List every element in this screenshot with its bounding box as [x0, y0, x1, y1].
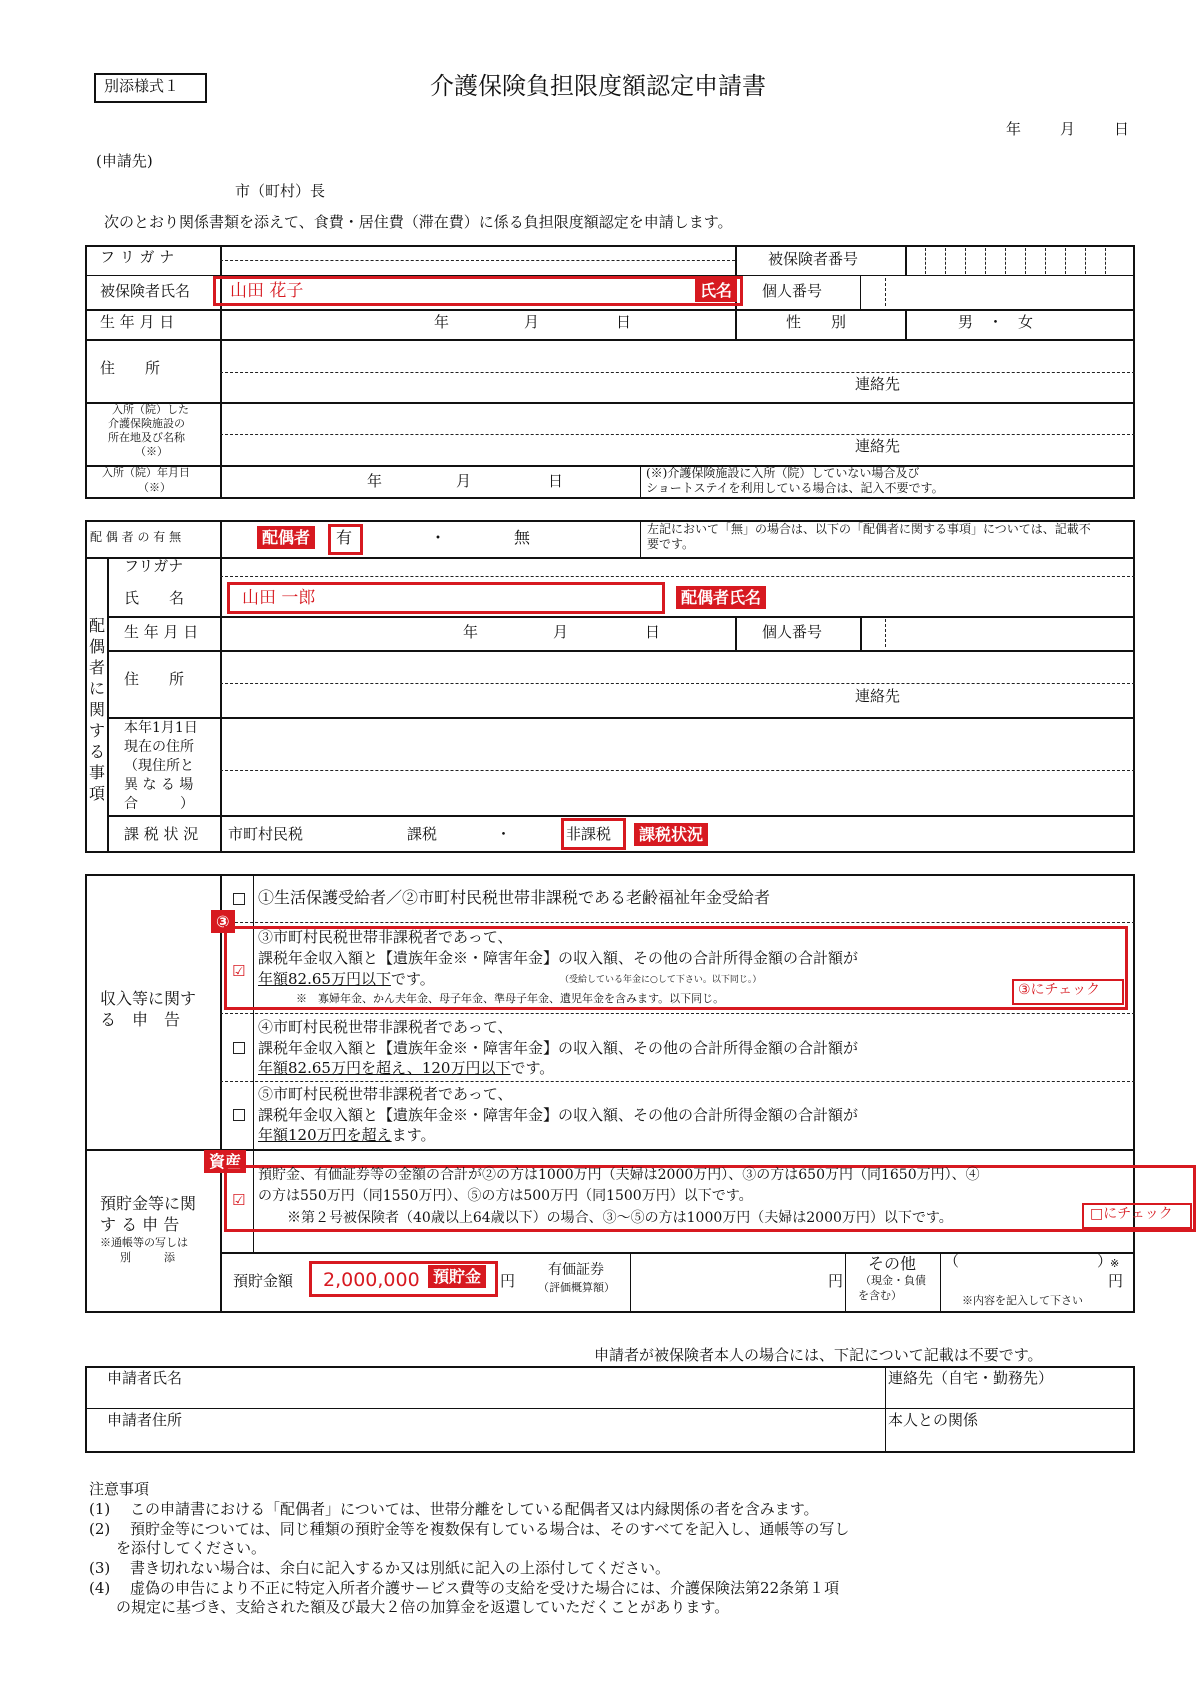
- opt3-check-tag: ③にチェック: [1018, 982, 1101, 998]
- opt3-note: ※ 寡婦年金、かん夫年金、母子年金、準母子年金、遺児年金を含みます。以下同じ。: [296, 992, 725, 1005]
- insured-address-label: 住 所: [100, 359, 161, 377]
- opt4-line3: 年額82.65万円を超え、120万円以下です。: [258, 1059, 555, 1077]
- date-year: 年: [1006, 120, 1022, 138]
- income-label-2: る 申 告: [100, 1010, 181, 1029]
- tax-label: 課 税 状 況: [124, 825, 199, 843]
- admission-d: 日: [548, 472, 564, 490]
- note-4a: (4) 虚偽の申告により不正に特定入所者介護サービス費等の支給を受けた場合には、介護保険法第22条第１項: [89, 1579, 840, 1597]
- opt3-small-note: （受給している年金に○して下さい。以下同じ。）: [560, 975, 762, 985]
- admission-y: 年: [367, 472, 383, 490]
- opt3-line2: 課税年金収入額と【遺族年金※・障害年金】の収入額、その他の合計所得金額の合計額が: [258, 949, 859, 967]
- spouse-presence-dot: ・: [430, 528, 447, 547]
- date-day: 日: [1114, 120, 1130, 138]
- deposit-label: 預貯金額: [233, 1272, 294, 1290]
- opt3-line3: 年額82.65万円以下です。: [258, 970, 435, 988]
- opt5-line3: 年額120万円を超えます。: [258, 1126, 436, 1144]
- notes-heading: 注意事項: [89, 1480, 150, 1498]
- facility-label-1: 入所（院）した: [112, 403, 189, 416]
- form-number: 別添様式１: [104, 77, 180, 95]
- admission-m: 月: [456, 472, 472, 490]
- insured-name-label: 被保険者氏名: [100, 282, 191, 300]
- admission-note-2: ショートステイを利用している場合は、記入不要です。: [646, 481, 944, 495]
- securities-label-1: 有価証券: [548, 1262, 604, 1278]
- admission-note-1: (※)介護保険施設に入所（院）していない場合及び: [646, 466, 920, 480]
- securities-label-2: （評価概算額）: [538, 1281, 615, 1294]
- spouse-name-value: 山田 一郎: [242, 588, 316, 608]
- savings-checkbox[interactable]: ☑: [232, 1191, 246, 1209]
- opt3-line1: ③市町村民税世帯非課税者であって、: [258, 928, 513, 946]
- other-note: ※内容を記入して下さい: [962, 1294, 1083, 1307]
- tax-dot: ・: [496, 825, 512, 843]
- admission-label-1: 入所（院）年月日: [102, 466, 190, 479]
- opt1-text: ①生活保護受給者／②市町村民税世帯非課税である老齢福祉年金受給者: [258, 888, 771, 907]
- insured-birth-y: 年: [434, 313, 450, 331]
- insured-name-tag: 氏名: [695, 279, 737, 302]
- spouse-side-label: 配 偶 者 に 関 す る 事 項: [88, 616, 105, 803]
- applicant-address-label: 申請者住所: [107, 1411, 183, 1429]
- savings-text-2: の方は550万円（同1550万円）、⑤の方は500万円（同1500万円）以下です。: [258, 1188, 753, 1204]
- opt4-checkbox[interactable]: [233, 1042, 245, 1054]
- income-label-1: 収入等に関す: [100, 989, 197, 1008]
- other-yen: 円: [1108, 1272, 1124, 1290]
- tax-status-tag: 課税状況: [634, 823, 708, 846]
- tax-exempt: 非課税: [566, 825, 612, 843]
- other-label-3: を含む）: [858, 1289, 902, 1302]
- insured-name-value: 山田 花子: [230, 281, 304, 301]
- spouse-presence-tag: 配偶者: [257, 526, 315, 549]
- spouse-address-label: 住 所: [124, 670, 185, 688]
- spouse-birth-label: 生 年 月 日: [124, 623, 199, 641]
- applicant-contact-label: 連絡先（自宅・勤務先）: [888, 1369, 1054, 1387]
- deposit-value: 2,000,000: [323, 1269, 420, 1291]
- other-paren-close: ）: [1097, 1252, 1113, 1270]
- opt4-line1: ④市町村民税世帯非課税者であって、: [258, 1018, 513, 1036]
- spouse-contact-label: 連絡先: [855, 687, 901, 705]
- insured-sex-value[interactable]: 男 ・ 女: [958, 313, 1034, 331]
- intro-text: 次のとおり関係書類を添えて、食費・居住費（滞在費）に係る負担限度額認定を申請します。: [104, 213, 733, 231]
- spouse-presence-yes: 有: [336, 528, 353, 547]
- applicant-note: 申請者が被保険者本人の場合には、下記について記載は不要です。: [594, 1346, 1043, 1364]
- spouse-presence-note-1: 左記において「無」の場合は、以下の「配偶者に関する事項」については、記載不: [647, 522, 1091, 536]
- securities-yen: 円: [828, 1272, 844, 1290]
- other-label-1: その他: [868, 1254, 917, 1273]
- insured-personal-no-label: 個人番号: [762, 282, 823, 300]
- tax-type: 市町村民税: [228, 825, 304, 843]
- insured-birth-m: 月: [524, 313, 540, 331]
- savings-label-3: ※通帳等の写しは: [100, 1236, 188, 1249]
- savings-label-1: 預貯金等に関: [100, 1194, 197, 1213]
- savings-text-3: ※第２号被保険者（40歳以上64歳以下）の場合、③～⑤の方は1000万円（夫婦は2000万円）以下です。: [287, 1210, 953, 1226]
- note-2a: (2) 預貯金等については、同じ種類の預貯金等を複数保有している場合は、そのすべてを記入し、通帳等の写し: [89, 1520, 850, 1538]
- savings-check-tag: □にチェック: [1090, 1206, 1173, 1222]
- opt3-checkbox[interactable]: ☑: [232, 962, 246, 980]
- insured-birth-d: 日: [616, 313, 632, 331]
- savings-label-4: 別 添: [120, 1251, 175, 1264]
- jan1-label-5: 合 ）: [124, 796, 194, 812]
- spouse-personal-no-label: 個人番号: [762, 623, 823, 641]
- savings-tag: 資産: [204, 1150, 246, 1173]
- other-mark: ※: [1110, 1257, 1120, 1270]
- deposit-yen: 円: [500, 1272, 516, 1290]
- savings-label-2: す る 申 告: [100, 1215, 180, 1234]
- admission-label-2: （※）: [138, 481, 171, 494]
- insured-birth-label: 生 年 月 日: [100, 313, 175, 331]
- page-title: 介護保険負担限度額認定申請書: [430, 72, 766, 100]
- other-label-2: （現金・負債: [860, 1274, 926, 1287]
- opt5-checkbox[interactable]: [233, 1109, 245, 1121]
- spouse-presence-no: 無: [514, 528, 531, 547]
- jan1-label-3: （現住所と: [124, 758, 194, 774]
- note-1: (1) この申請書における「配偶者」については、世帯分離をしている配偶者又は内縁関係の者を含みます。: [89, 1500, 819, 1518]
- opt3-tag: ③: [211, 910, 235, 933]
- insured-number-label: 被保険者番号: [768, 250, 859, 268]
- spouse-name-tag: 配偶者氏名: [676, 586, 766, 609]
- note-3: (3) 書き切れない場合は、余白に記入するか又は別紙に記入の上添付してください。: [89, 1559, 671, 1577]
- jan1-label-4: 異 な る 場: [124, 777, 194, 793]
- spouse-presence-note-2: 要です。: [647, 537, 695, 551]
- recipient-label: (申請先): [96, 152, 153, 170]
- spouse-birth-d: 日: [645, 623, 661, 641]
- jan1-label-2: 現在の住所: [124, 739, 194, 755]
- spouse-furigana-label: フリガナ: [124, 557, 184, 575]
- opt5-line2: 課税年金収入額と【遺族年金※・障害年金】の収入額、その他の合計所得金額の合計額が: [258, 1106, 859, 1124]
- deposit-tag: 預貯金: [428, 1265, 486, 1288]
- date-month: 月: [1060, 120, 1076, 138]
- opt1-checkbox[interactable]: [233, 893, 245, 905]
- insured-furigana-label: フ リ ガ ナ: [100, 248, 175, 266]
- opt5-line1: ⑤市町村民税世帯非課税者であって、: [258, 1085, 513, 1103]
- tax-taxed[interactable]: 課税: [407, 825, 438, 843]
- facility-contact-label: 連絡先: [855, 437, 901, 455]
- spouse-table: [85, 520, 1135, 853]
- note-4b: の規定に基づき、支給された額及び最大２倍の加算金を返還していただくことがあります。: [116, 1598, 730, 1616]
- applicant-name-label: 申請者氏名: [107, 1369, 183, 1387]
- savings-text-1: 預貯金、有価証券等の金額の合計が②の方は1000万円（夫婦は2000万円）、③の方は650万円（同1650万円）、④: [258, 1167, 980, 1183]
- facility-label-2: 介護保険施設の: [108, 417, 185, 430]
- spouse-birth-m: 月: [553, 623, 569, 641]
- jan1-label-1: 本年1月1日: [124, 720, 198, 736]
- other-paren-open: （: [944, 1252, 960, 1270]
- spouse-presence-label: 配 偶 者 の 有 無: [90, 530, 182, 544]
- spouse-name-label: 氏 名: [124, 589, 185, 607]
- opt4-line2: 課税年金収入額と【遺族年金※・障害年金】の収入額、その他の合計所得金額の合計額が: [258, 1039, 859, 1057]
- insured-sex-label: 性 別: [786, 313, 847, 331]
- spouse-birth-y: 年: [463, 623, 479, 641]
- insured-contact-label: 連絡先: [855, 375, 901, 393]
- note-2b: を添付してください。: [116, 1539, 267, 1557]
- facility-label-4: （※）: [135, 445, 168, 458]
- applicant-relation-label: 本人との関係: [888, 1411, 979, 1429]
- mayor-label: 市（町村）長: [235, 182, 326, 200]
- facility-label-3: 所在地及び名称: [108, 431, 185, 444]
